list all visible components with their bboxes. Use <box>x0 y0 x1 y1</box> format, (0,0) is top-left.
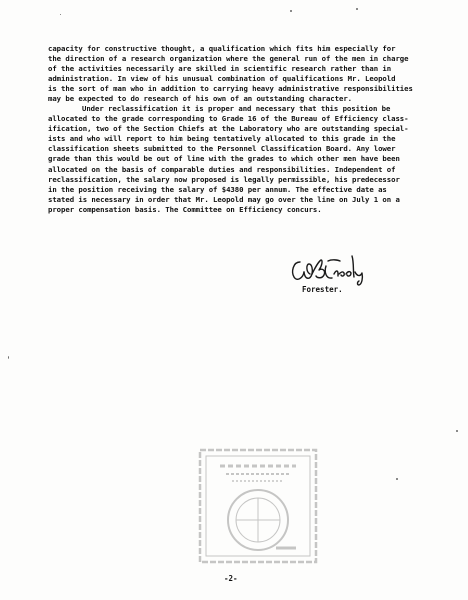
scan-speck <box>8 356 9 359</box>
text-line: reclassification, the salary now proposed is legally permissible, his predecessor <box>48 174 400 184</box>
text-line: allocated to the grade corresponding to Grade 16 of the Bureau of Efficiency class- <box>48 114 409 124</box>
scan-speck <box>396 478 398 480</box>
signer-title: Forester. <box>302 285 343 294</box>
text-line: Under reclassification it is proper and necessary that this position be <box>82 104 391 113</box>
text-line: may be expected to do research of his own of an outstanding character. <box>48 94 353 104</box>
text-line: in the position receiving the salary of $4380 per annum. The effective date as <box>48 184 387 194</box>
text-line: ists and who will report to him being tentatively allocated to this grade in the <box>48 134 396 144</box>
scan-speck <box>290 10 292 12</box>
paragraph-2 <box>48 104 443 215</box>
scan-speck <box>356 8 358 10</box>
text-line: administration. In view of his unusual combination of qualifications Mr. Leopold <box>48 74 396 84</box>
text-line: is the sort of man who in addition to carrying heavy administrative responsibilities <box>48 84 413 94</box>
page-number: -2- <box>224 574 238 583</box>
scan-speck <box>60 14 61 15</box>
text-line: of the activities necessarily are skilled in scientific research rather than in <box>48 64 392 74</box>
handwritten-signature <box>288 252 378 286</box>
text-line: the direction of a research organization where the general run of the men in charge <box>48 54 409 64</box>
text-line: capacity for constructive thought, a qualification which fits him especially for <box>48 44 396 53</box>
text-line: ification, two of the Section Chiefs at the Laboratory who are outstanding special- <box>48 124 409 134</box>
text-line: grade than this would be out of line with the grades to which other men have been <box>48 154 400 164</box>
scan-speck <box>456 430 458 432</box>
text-line: allocated on the basis of comparable duties and responsibilities. Independent of <box>48 164 396 174</box>
archive-stamp <box>196 444 320 566</box>
text-line: proper compensation basis. The Committee on Efficiency concurs. <box>48 204 322 214</box>
paragraph-1 <box>48 44 443 105</box>
text-line: classification sheets submitted to the Personnel Classification Board. Any lower <box>48 144 396 154</box>
text-line: stated is necessary in order that Mr. Leopold may go over the line on July 1 on a <box>48 194 400 204</box>
